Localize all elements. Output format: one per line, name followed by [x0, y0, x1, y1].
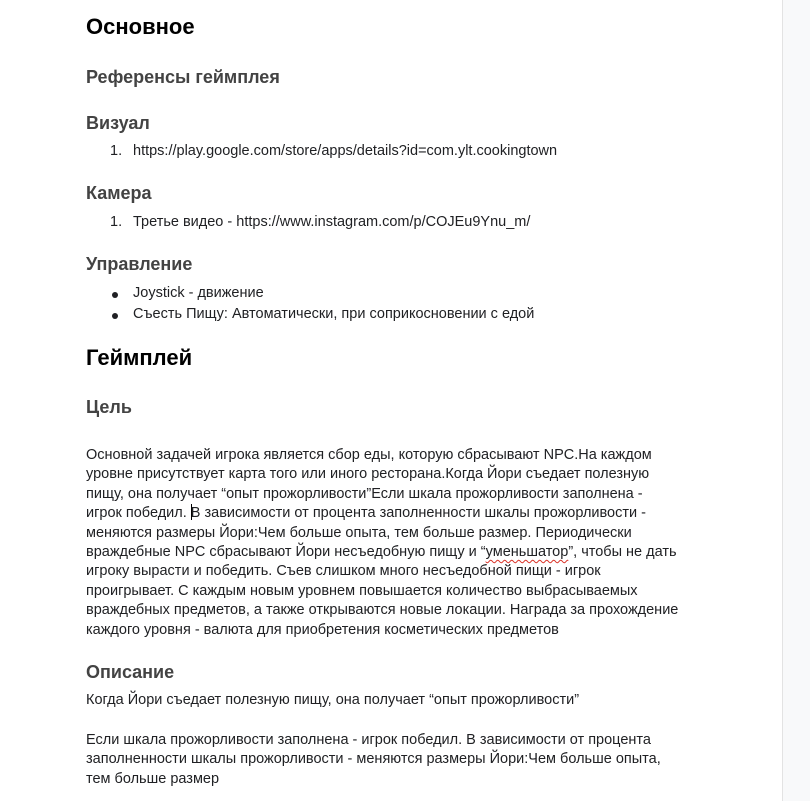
heading-gameplay: Геймплей	[86, 345, 193, 370]
paragraph-line: враждебных предметов, а также открываются новые локации. Награда за прохождение	[86, 602, 679, 619]
paragraph-text: ”, чтобы не дать	[568, 544, 677, 561]
bullet-icon	[112, 313, 118, 319]
paragraph-line: меняются размеры Йори:Чем больше опыта, тем больше размер. Периодически	[86, 524, 632, 541]
heading-main: Основное	[86, 14, 195, 39]
controls-item-text[interactable]: Joystick - движение	[133, 285, 264, 301]
paragraph-line	[86, 543, 696, 562]
paragraph-line: тем больше размер	[86, 770, 220, 787]
paragraph-text: игрок победил.	[86, 505, 191, 522]
paragraph-line: Когда Йори съедает полезную пищу, она получает “опыт прожорливости”	[86, 692, 580, 708]
heading-goal: Цель	[86, 397, 132, 417]
paragraph-line: уровне присутствует карта того или иного ресторана.Когда Йори съедает полезную	[86, 466, 650, 483]
list-number: 1.	[110, 143, 123, 159]
heading-gameplay-references: Референсы геймплея	[86, 67, 280, 87]
paragraph-line	[86, 504, 696, 523]
paragraph-line: пищу, она получает “опыт прожорливости”Если шкала прожорливости заполнена -	[86, 485, 643, 502]
description-paragraph-2[interactable]	[86, 731, 696, 789]
paragraph-line: каждого уровня - валюта для приобретения косметических предметов	[86, 621, 559, 638]
paragraph-line: Если шкала прожорливости заполнена - игрок победил. В зависимости от процента	[86, 732, 651, 748]
camera-item-text[interactable]: Третье видео - https://www.instagram.com/p/COJEu9Ynu_m/	[133, 214, 531, 230]
paragraph-text: В зависимости от процента заполненности шкалы прожорливости -	[190, 505, 646, 522]
heading-camera: Камера	[86, 183, 152, 203]
paragraph-line: игроку вырасти и победить. Съев слишком много несъедобной пищи - игрок	[86, 563, 601, 580]
heading-description: Описание	[86, 662, 175, 682]
scrollbar-track[interactable]	[783, 0, 810, 801]
goal-paragraph[interactable]	[86, 446, 696, 640]
description-paragraph-1[interactable]	[86, 691, 696, 710]
heading-visual: Визуал	[86, 113, 150, 133]
heading-controls: Управление	[86, 254, 193, 274]
bullet-icon	[112, 292, 118, 298]
paragraph-line: заполненности шкалы прожорливости - меняются размеры Йори:Чем больше опыта,	[86, 751, 661, 768]
visual-link[interactable]: https://play.google.com/store/apps/details?id=com.ylt.cookingtown	[133, 143, 558, 159]
paragraph-line: Основной задачей игрока является сбор еды, которую сбрасывают NPC.На каждом	[86, 447, 652, 463]
paragraph-line: проигрывает. С каждым новым уровнем повышается количество выбрасываемых	[86, 582, 638, 599]
spellcheck-word[interactable]: уменьшатор	[485, 544, 569, 561]
paragraph-text: враждебные NPC сбрасывают Йори несъедобную пищу и “	[86, 544, 486, 561]
controls-item-text[interactable]: Съесть Пищу: Автоматически, при соприкосновении с едой	[133, 306, 535, 322]
list-number: 1.	[110, 214, 123, 230]
